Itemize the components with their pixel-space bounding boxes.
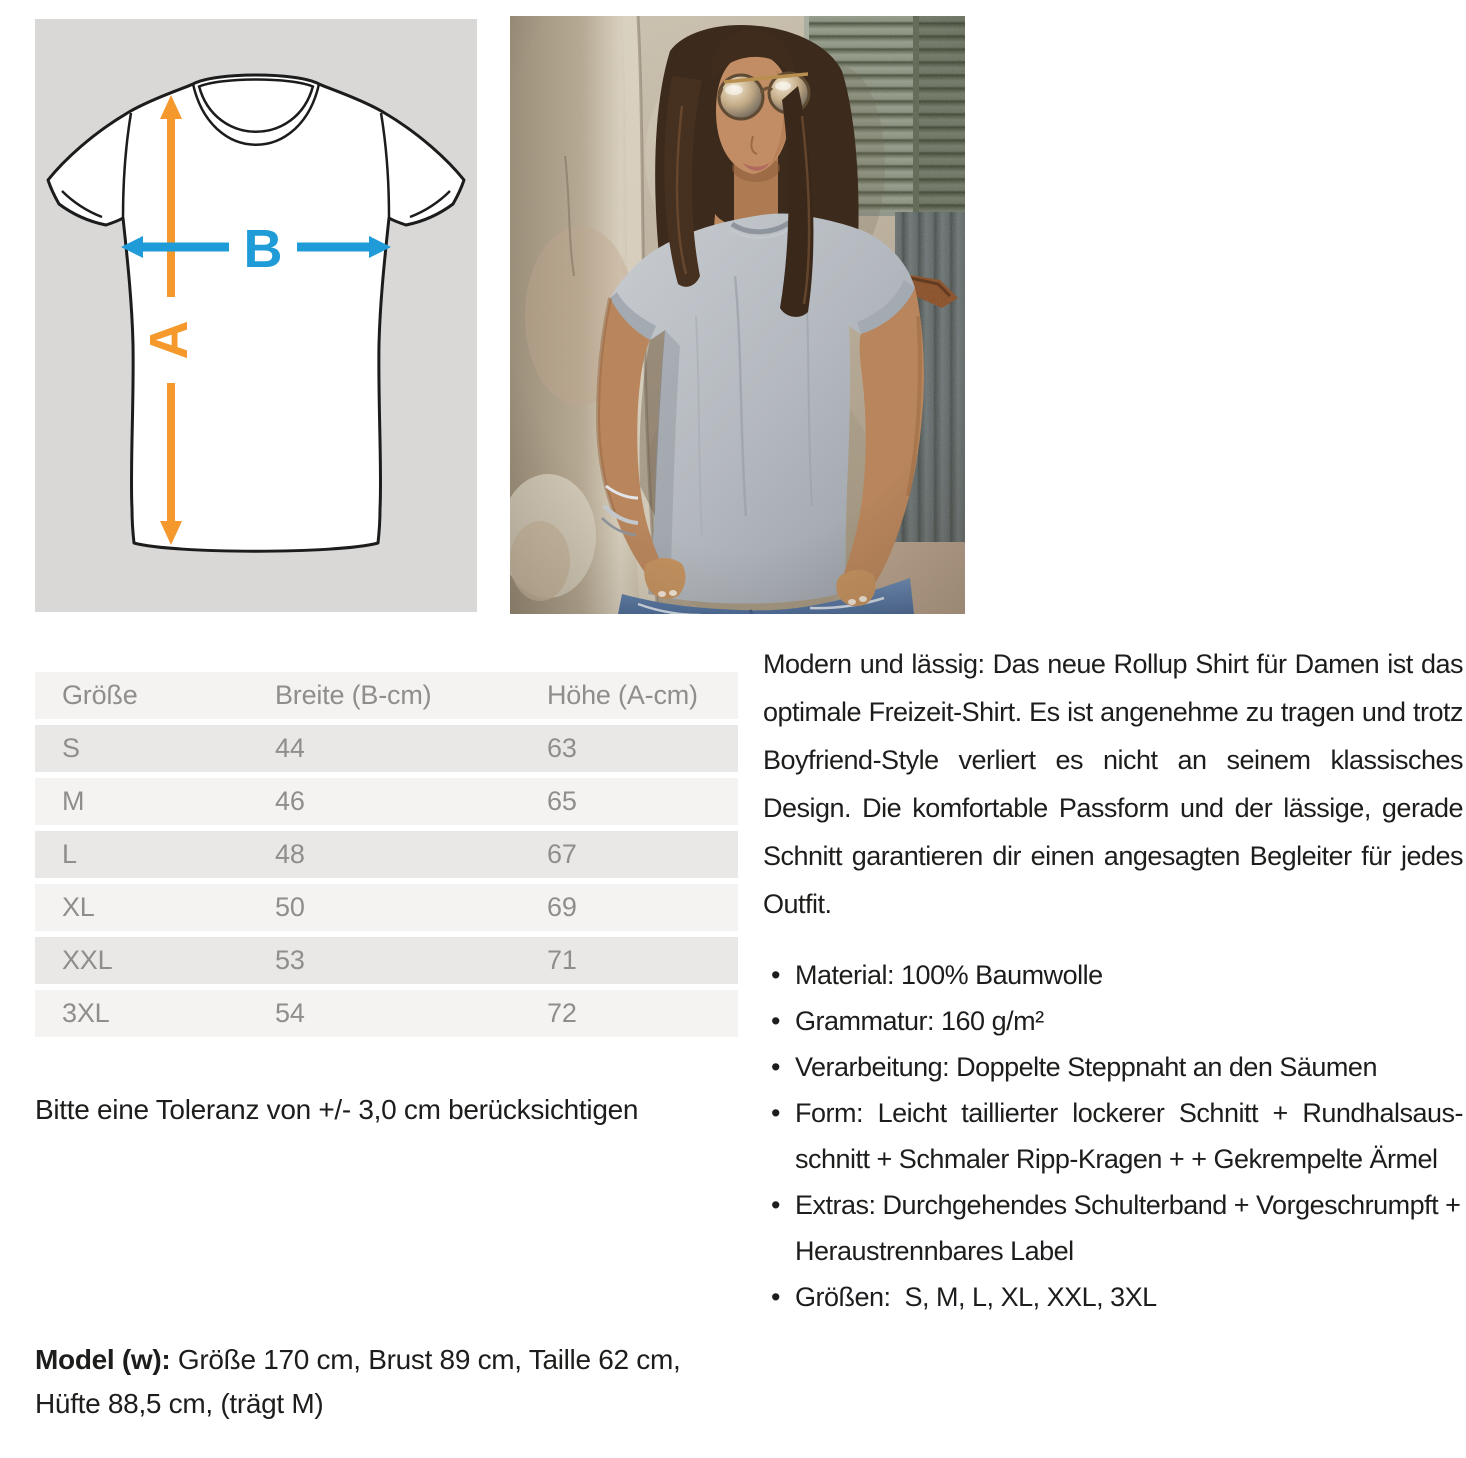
detail-form: • Form: Leicht taillierter lockerer Schnitt + Rundhalsaus-schnitt + Schmaler Ripp-Kragen + + Gekrempelte Ärmel	[763, 1090, 1463, 1182]
height-label: A	[139, 320, 199, 360]
detail-verarbeitung: • Verarbeitung: Doppelte Steppnaht an den Säumen	[763, 1044, 1463, 1090]
model-info-text: Größe 170 cm, Brust 89 cm, Taille 62 cm, Hüfte 88,5 cm, (trägt M)	[35, 1344, 681, 1419]
photo-vignette	[510, 16, 965, 614]
table-row: S 44 63	[35, 725, 738, 772]
table-row: 3XL 54 72	[35, 990, 738, 1037]
model-photo-illustration	[510, 16, 965, 614]
product-description: Modern und lässig: Das neue Rollup Shirt für Damen ist das optimale Freizeit-Shirt. Es ist angenehme zu tragen und trotz Boyfriend-Style verliert es nicht an seinem klassisches Design. Die komfortable Passform und der lässige, gerade Schnitt garantieren dir einen angesagten Begleiter für jedes Outfit.	[763, 649, 1463, 919]
table-row: L 48 67	[35, 831, 738, 878]
detail-groessen: • Größen: S, M, L, XL, XXL, 3XL	[763, 1274, 1463, 1320]
tolerance-note: Bitte eine Toleranz von +/- 3,0 cm berücksichtigen	[35, 1094, 639, 1125]
product-photo	[510, 16, 965, 614]
table-row: M 46 65	[35, 778, 738, 825]
detail-material: • Material: 100% Baumwolle	[763, 952, 1463, 998]
product-description-column	[763, 640, 1463, 1320]
col-header-width: Breite (B-cm)	[275, 680, 432, 710]
table-row: XXL 53 71	[35, 937, 738, 984]
width-label: B	[243, 219, 283, 279]
col-header-size: Größe	[62, 680, 138, 710]
detail-extras: • Extras: Durchgehendes Schulterband + Vorgeschrumpft + Heraustrennbares Label	[763, 1182, 1463, 1274]
model-info	[35, 1338, 747, 1426]
size-table-header	[35, 672, 738, 719]
size-diagram	[35, 19, 477, 612]
table-row: XL 50 69	[35, 884, 738, 931]
model-info-label: Model (w):	[35, 1344, 171, 1375]
col-header-height: Höhe (A-cm)	[547, 680, 698, 710]
size-table	[35, 672, 738, 1043]
product-details-list	[763, 952, 1463, 1320]
detail-grammatur: • Grammatur: 160 g/m²	[763, 998, 1463, 1044]
size-diagram-illustration	[35, 19, 477, 612]
